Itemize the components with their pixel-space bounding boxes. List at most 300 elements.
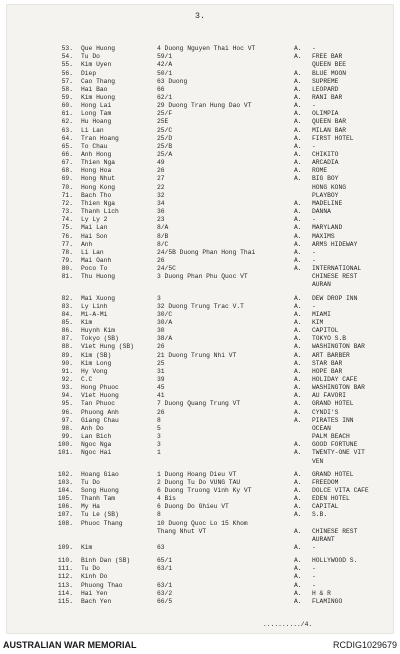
entry-class: A. — [294, 126, 302, 134]
entry-establishment: KIM — [312, 319, 324, 326]
entry-row — [7, 86, 395, 94]
entry-number: 73. — [61, 208, 73, 215]
entry-number: 70. — [61, 183, 73, 191]
entry-establishment: WASHINGTON BAR — [312, 384, 365, 392]
entry-establishment: PALM BEACH — [312, 433, 350, 440]
entry-class: A. — [294, 408, 302, 416]
entry-class: A. — [294, 265, 302, 273]
entry-class: A. — [294, 527, 302, 535]
page-number: 3. — [194, 11, 206, 21]
entry-class: A. — [294, 400, 302, 408]
entry-address: 25E — [157, 118, 169, 126]
entry-number: 96. — [61, 408, 73, 416]
entry-number: 68. — [61, 167, 73, 175]
entry-number: 60. — [61, 102, 73, 109]
entry-row — [7, 257, 395, 265]
entry-name: Kim Long — [81, 359, 112, 367]
entry-name: Long Tam — [81, 110, 112, 118]
entry-name: Hong Phuoc — [81, 384, 119, 392]
entry-row — [7, 319, 395, 327]
entry-row — [7, 409, 395, 417]
entry-class: A. — [294, 256, 302, 264]
entry-row — [7, 590, 395, 598]
entry-name: Thu Huong — [81, 273, 116, 281]
entry-number: 53. — [61, 45, 73, 52]
entry-establishment: LEOPARD — [312, 85, 339, 93]
entry-address: 21 Duong Trung Nhi VT — [157, 351, 237, 359]
entry-number: 54. — [61, 53, 73, 61]
archive-name: AUSTRALIAN WAR MEMORIAL — [3, 640, 137, 650]
entry-number: 66. — [61, 151, 73, 158]
entry-name: Hu Hoang — [81, 118, 112, 126]
entry-name: Mai Lan — [81, 224, 108, 232]
entry-address: 63/1 — [157, 581, 173, 589]
entry-row — [7, 311, 395, 319]
entry-number: 111. — [57, 565, 73, 573]
entry-class: A. — [294, 573, 302, 581]
entry-number: 103. — [57, 478, 73, 486]
entry-row — [7, 565, 395, 573]
entry-number: 61. — [61, 110, 73, 118]
entry-number: 58. — [61, 85, 73, 93]
entry-row — [7, 335, 395, 343]
entry-row — [7, 376, 395, 384]
entry-establishment: CHIKITO — [312, 151, 339, 158]
entry-name: Song Huong — [81, 486, 119, 494]
entry-name: Hong Nhut — [81, 175, 116, 183]
entry-address: 25/D — [157, 134, 173, 142]
entry-address: 26 — [157, 343, 165, 351]
entry-name: Kim (SB) — [81, 351, 112, 359]
entry-row — [7, 175, 395, 183]
entry-class: A. — [294, 511, 302, 519]
entry-row — [7, 265, 395, 273]
entry-establishment: CHINESE REST — [312, 527, 358, 535]
entry-class: A. — [294, 167, 302, 175]
entry-class: A. — [294, 565, 302, 573]
entry-row — [7, 303, 395, 311]
entry-class: A. — [294, 142, 302, 150]
entry-number: 82. — [61, 294, 73, 302]
entry-number: 67. — [61, 159, 73, 167]
entry-establishment: MILAN BAR — [312, 126, 347, 134]
entry-row — [7, 216, 395, 224]
entry-class: A. — [294, 224, 302, 232]
entry-name: Hai Son — [81, 232, 108, 240]
entry-address: 3 — [157, 441, 161, 449]
entry-address: 10 Duong Quoc Lo 15 Khom — [157, 519, 248, 527]
entry-establishment: CHINESE REST — [312, 273, 358, 281]
entry-number: 87. — [61, 335, 73, 343]
entry-address: 29 Duong Tran Hung Dao VT — [157, 102, 252, 109]
entry-number: 90. — [61, 359, 73, 367]
entry-address: 31 — [157, 367, 165, 375]
entry-address: 66/5 — [157, 597, 173, 605]
entry-class: A. — [294, 294, 302, 302]
entry-address: 39 — [157, 376, 165, 383]
entry-establishment: ARCADIA — [312, 159, 339, 167]
entry-address: 25 — [157, 359, 165, 367]
entry-establishment: - — [312, 581, 316, 589]
entry-name: Tu Do — [81, 53, 100, 61]
entry-number: 104. — [57, 486, 73, 494]
entry-row — [7, 528, 395, 536]
entry-row — [7, 392, 395, 400]
entry-address: 4 Duong Nguyen Thai Hoc VT — [157, 45, 256, 52]
entry-number: 84. — [61, 310, 73, 318]
entry-class: A. — [294, 486, 302, 494]
entry-class: A. — [294, 302, 302, 310]
entry-address: Thang Nhut VT — [157, 527, 207, 535]
entry-row — [7, 425, 395, 433]
entry-number: 65. — [61, 142, 73, 150]
entry-establishment: CYNDI'S — [312, 408, 339, 416]
entry-establishment: - — [312, 256, 316, 264]
entry-name: Anh — [81, 240, 93, 248]
entry-address: 63 — [157, 544, 165, 551]
entry-row — [7, 487, 395, 495]
entry-number: 88. — [61, 343, 73, 351]
entry-row — [7, 511, 395, 519]
entry-number: 109. — [57, 544, 73, 551]
entry-address: 27 — [157, 175, 165, 183]
entry-row — [7, 449, 395, 457]
entry-class: A. — [294, 151, 302, 158]
entry-address: 23 — [157, 216, 165, 224]
entry-establishment: VEN — [312, 457, 324, 465]
archive-footer — [0, 636, 400, 654]
entry-class: A. — [294, 53, 302, 61]
entry-class: A. — [294, 69, 302, 77]
entry-row — [7, 184, 395, 192]
entry-row — [7, 368, 395, 376]
entry-establishment: DOLCE VITA CAFE — [312, 486, 369, 494]
entry-row — [7, 352, 395, 360]
entry-row — [7, 53, 395, 61]
entry-address: 6 Duong Do Ghieu VT — [157, 503, 229, 511]
entry-name: Giang Chau — [81, 416, 119, 424]
entry-name: Binh Dan (SB) — [81, 557, 131, 565]
entry-establishment: INTERNATIONAL — [312, 265, 362, 273]
entry-row — [7, 249, 395, 257]
entry-address: 2 Duong Tu Do VUNG TAU — [157, 478, 241, 486]
entry-establishment: FIRST HOTEL — [312, 134, 354, 142]
entry-row — [7, 281, 395, 289]
entry-address: 45 — [157, 384, 165, 392]
entry-number: 72. — [61, 199, 73, 207]
entry-class: A. — [294, 589, 302, 597]
entry-establishment: BLUE MOON — [312, 69, 347, 77]
entry-number: 99. — [61, 433, 73, 440]
entry-establishment: S.B. — [312, 511, 328, 519]
entry-address: 34 — [157, 199, 165, 207]
entry-class: A. — [294, 581, 302, 589]
entry-establishment: TOKYO S.B — [312, 335, 347, 343]
entry-name: Viet Hung (SB) — [81, 343, 134, 351]
continuation-marker: ........../4. — [263, 621, 313, 628]
entry-establishment: QUEEN BAR — [312, 118, 347, 126]
entry-name: Bach Tho — [81, 191, 112, 199]
entry-number: 86. — [61, 327, 73, 335]
entry-number: 101. — [57, 449, 73, 457]
entry-name: Viet Huong — [81, 392, 119, 400]
entry-class: A. — [294, 102, 302, 109]
entry-number: 79. — [61, 256, 73, 264]
entry-address: 25/B — [157, 142, 173, 150]
entry-row — [7, 78, 395, 86]
entry-name: Thien Nga — [81, 159, 116, 167]
entry-address: 7 Duong Quang Trung VT — [157, 400, 241, 408]
entry-number: 113. — [57, 581, 73, 589]
entry-row — [7, 343, 395, 351]
entry-number: 59. — [61, 93, 73, 101]
entry-number: 81. — [61, 273, 73, 281]
entry-address: 6 Duong Truong Vinh Ky VT — [157, 486, 252, 494]
entry-establishment: OCEAN — [312, 424, 331, 432]
entry-row — [7, 192, 395, 200]
entry-name: Que Huong — [81, 45, 116, 52]
entry-establishment: WASHINGTON BAR — [312, 343, 365, 351]
entry-establishment: GRAND HOTEL — [312, 470, 354, 478]
entry-establishment: - — [312, 248, 316, 256]
entry-number: 115. — [57, 597, 73, 605]
entry-name: Ngoc Nga — [81, 441, 112, 449]
entry-address: 63 Duong — [157, 77, 188, 85]
entry-class: A. — [294, 557, 302, 565]
entry-establishment: - — [312, 142, 316, 150]
archive-reference: RCDIG1029679 — [332, 640, 397, 650]
entry-row — [7, 360, 395, 368]
entry-class: A. — [294, 134, 302, 142]
entry-class: A. — [294, 343, 302, 351]
entry-row — [7, 327, 395, 335]
entry-establishment: H & R — [312, 589, 331, 597]
entry-number: 63. — [61, 126, 73, 134]
entry-number: 98. — [61, 424, 73, 432]
entry-establishment: PIRATES INN — [312, 416, 354, 424]
entry-establishment: HOPE BAR — [312, 367, 343, 375]
entry-name: Hai Bao — [81, 85, 108, 93]
entry-name: Ly Ly 2 — [81, 216, 108, 224]
entry-row — [7, 598, 395, 606]
entry-establishment: HONG KONG — [312, 183, 347, 191]
entry-row — [7, 118, 395, 126]
entry-class: A. — [294, 359, 302, 367]
entry-number: 89. — [61, 351, 73, 359]
entry-number: 97. — [61, 416, 73, 424]
entry-row — [7, 273, 395, 281]
document-page — [6, 4, 394, 634]
entry-number: 100. — [57, 441, 73, 449]
entry-address: 3 Duong Phan Phu Quoc VT — [157, 273, 248, 281]
entry-number: 105. — [57, 495, 73, 503]
entry-row — [7, 441, 395, 449]
entry-address: 1 Duong Hoang Dieu VT — [157, 470, 237, 478]
entry-number: 56. — [61, 69, 73, 77]
entry-address: 25/C — [157, 126, 173, 134]
entry-row — [7, 110, 395, 118]
entry-address: 50/1 — [157, 69, 173, 77]
entry-establishment: ROME — [312, 167, 328, 175]
entry-name: Kinh Do — [81, 573, 108, 581]
entry-row — [7, 557, 395, 565]
entry-address: 49 — [157, 159, 165, 167]
entry-name: Lan Bich — [81, 433, 112, 440]
entry-address: 4 Bis — [157, 495, 176, 503]
entry-establishment: AURAN — [312, 281, 331, 289]
entry-number: 78. — [61, 248, 73, 256]
entry-establishment: MARYLAND — [312, 224, 343, 232]
entry-name: Diep — [81, 69, 97, 77]
entry-number: 112. — [57, 573, 73, 581]
entry-class: A. — [294, 45, 302, 52]
entry-address: 26 — [157, 408, 165, 416]
entry-address: 1 — [157, 449, 161, 457]
entry-number: 76. — [61, 232, 73, 240]
entry-number: 57. — [61, 77, 73, 85]
entry-establishment: MAXIMS — [312, 232, 335, 240]
entry-address: 62/1 — [157, 93, 173, 101]
entry-number: 62. — [61, 118, 73, 126]
entry-address: 26 — [157, 256, 165, 264]
entry-number: 94. — [61, 392, 73, 400]
entry-name: Phuoc Thang — [81, 519, 123, 527]
entry-name: Phuong Thao — [81, 581, 123, 589]
entry-name: To Chau — [81, 142, 108, 150]
entry-number: 110. — [57, 557, 73, 565]
entry-name: Ly Linh — [81, 302, 108, 310]
entry-address: 24/5C — [157, 265, 176, 273]
entry-number: 80. — [61, 265, 73, 273]
entry-row — [7, 200, 395, 208]
entry-number: 107. — [57, 511, 73, 519]
entry-address: 25/F — [157, 110, 173, 118]
entry-row — [7, 495, 395, 503]
entry-row — [7, 224, 395, 232]
entry-establishment: FREEDOM — [312, 478, 339, 486]
entry-number: 108. — [57, 519, 73, 527]
entry-row — [7, 295, 395, 303]
entry-number: 64. — [61, 134, 73, 142]
entry-address: 66 — [157, 85, 165, 93]
entry-class: A. — [294, 367, 302, 375]
entry-class: A. — [294, 208, 302, 215]
entry-establishment: CAPITOL — [312, 327, 339, 335]
entry-class: A. — [294, 495, 302, 503]
entry-number: 75. — [61, 224, 73, 232]
entry-establishment: GRAND HOTEL — [312, 400, 354, 408]
entry-name: Hy Vong — [81, 367, 108, 375]
entry-establishment: - — [312, 573, 316, 581]
entry-class: A. — [294, 216, 302, 224]
entry-address: 30/A — [157, 319, 173, 326]
entry-establishment: EDEN HOTEL — [312, 495, 350, 503]
entry-row — [7, 61, 395, 69]
entry-number: 74. — [61, 216, 73, 224]
entry-name: Hong Kong — [81, 183, 116, 191]
entry-name: Huynh Kim — [81, 327, 116, 335]
entry-name: Mai Xuong — [81, 294, 116, 302]
entry-address: 30/C — [157, 310, 173, 318]
entry-row — [7, 233, 395, 241]
entry-number: 93. — [61, 384, 73, 392]
entry-row — [7, 458, 395, 466]
entry-row — [7, 520, 395, 528]
entry-number: 77. — [61, 240, 73, 248]
entry-class: A. — [294, 319, 302, 326]
entry-establishment: SUPREME — [312, 77, 339, 85]
entry-row — [7, 143, 395, 151]
entry-establishment: FLAMINGO — [312, 597, 343, 605]
entry-establishment: QUEEN BEE — [312, 61, 347, 69]
entry-row — [7, 471, 395, 479]
entry-establishment: MADELINE — [312, 199, 343, 207]
entry-name: Mi-A-Mi — [81, 310, 108, 318]
entry-name: Tran Hoang — [81, 134, 119, 142]
entry-name: Kim — [81, 319, 93, 326]
entry-class: A. — [294, 351, 302, 359]
entry-address: 8/B — [157, 232, 169, 240]
entry-class: A. — [294, 118, 302, 126]
entry-number: 69. — [61, 175, 73, 183]
entry-address: 26 — [157, 167, 165, 175]
entry-address: 8 — [157, 416, 161, 424]
entry-row — [7, 536, 395, 544]
entry-class: A. — [294, 544, 302, 551]
entry-row — [7, 400, 395, 408]
entry-class: A. — [294, 392, 302, 400]
entry-class: A. — [294, 449, 302, 457]
entry-name: Phuong Anh — [81, 408, 119, 416]
entry-number: 83. — [61, 302, 73, 310]
entry-row — [7, 208, 395, 216]
entry-establishment: TWENTY-ONE VIT — [312, 449, 365, 457]
entry-number: 92. — [61, 376, 73, 383]
entry-address: 3 — [157, 433, 161, 440]
entry-establishment: STAR BAR — [312, 359, 343, 367]
entry-address: 24/5B Duong Phan Hong Thai — [157, 248, 256, 256]
entry-establishment: - — [312, 302, 316, 310]
entry-row — [7, 544, 395, 552]
entry-address: 5 — [157, 424, 161, 432]
entry-class: A. — [294, 159, 302, 167]
entry-address: 32 Duong Trung Trac V.T — [157, 302, 244, 310]
entry-name: Thanh Tam — [81, 495, 116, 503]
entry-establishment: RANI BAR — [312, 93, 343, 101]
entry-address: 63/1 — [157, 565, 173, 573]
entry-name: Ngoc Hai — [81, 449, 112, 457]
entry-class: A. — [294, 240, 302, 248]
entry-row — [7, 45, 395, 53]
entry-name: Thien Nga — [81, 199, 116, 207]
entry-class: A. — [294, 597, 302, 605]
entry-name: Hong Hoa — [81, 167, 112, 175]
entry-row — [7, 573, 395, 581]
entry-establishment: HOLIDAY CAFE — [312, 376, 358, 383]
entry-number: 114. — [57, 589, 73, 597]
entry-address: 63/2 — [157, 589, 173, 597]
entry-row — [7, 167, 395, 175]
entry-name: Kim — [81, 544, 93, 551]
entry-name: Hoang Giao — [81, 470, 119, 478]
entry-establishment: BIG BOY — [312, 175, 339, 183]
entry-address: 42/A — [157, 61, 173, 69]
entry-class: A. — [294, 376, 302, 383]
entry-name: Tokyo (SB) — [81, 335, 119, 343]
entry-row — [7, 433, 395, 441]
entry-address: 8/A — [157, 224, 169, 232]
entry-row — [7, 241, 395, 249]
